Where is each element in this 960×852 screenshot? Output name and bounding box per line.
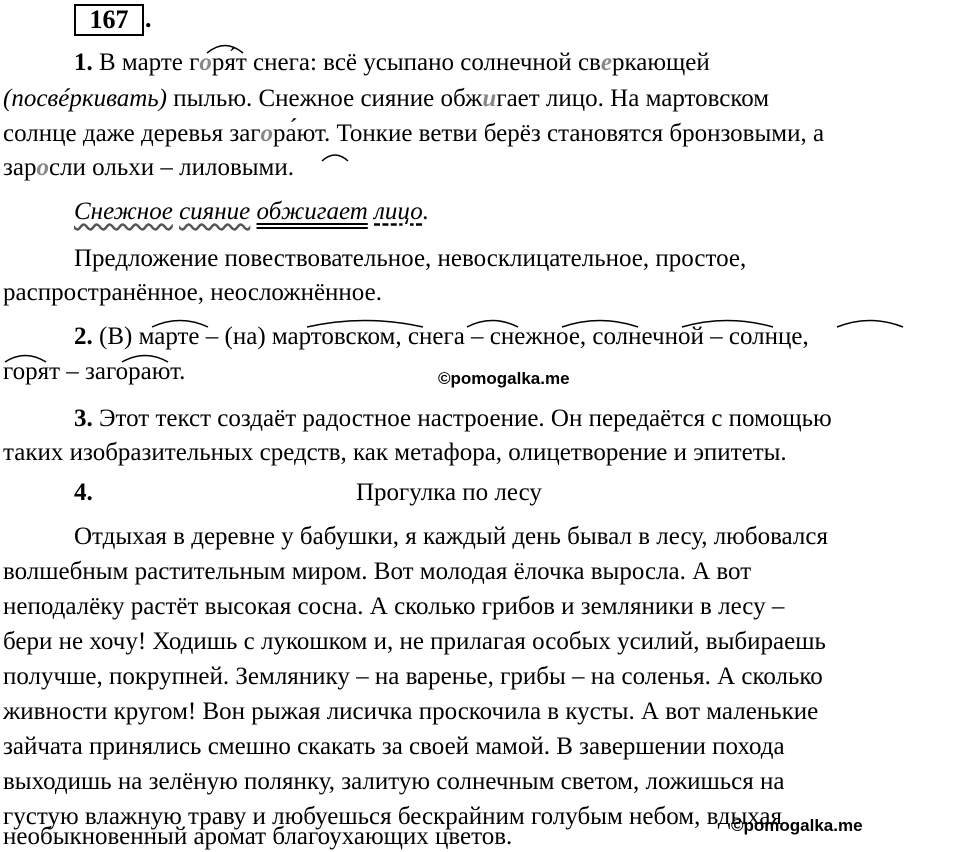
analysis-end: .	[422, 198, 429, 225]
p1-l4-vowel: о	[36, 154, 49, 181]
root-arc-solntse	[835, 316, 905, 328]
p4-line-9: густую влажную траву и любуешься бескрайним голубым небом, вдыхая	[3, 803, 783, 830]
analysis-word-3: обжигает	[256, 198, 368, 225]
analysis-desc-1: Предложение повествовательное, невосклицательное, простое,	[74, 245, 747, 272]
p4-number: 4.	[74, 479, 93, 506]
analysis-desc-2: распространённое, неосложнённое.	[3, 279, 382, 306]
p1-number: 1.	[74, 49, 93, 76]
p1-line-4	[3, 153, 294, 183]
p1-line-3	[3, 119, 824, 149]
p1-l1-b: ря́т снега: всё усыпано солнечной св	[211, 49, 601, 76]
p4-line-1: Отдыхая в деревне у бабушки, я каждый день бывал в лесу, любовался	[74, 523, 828, 550]
root-arc-zarosli	[320, 150, 350, 162]
p1-l1-a: В марте г	[92, 49, 200, 76]
p1-l3-vowel: о	[260, 120, 274, 147]
p3-line-2: таких изобразительных средств, как метафора, олицетворение и эпитеты.	[3, 439, 787, 466]
watermark-1: ©pomogalka.me	[438, 369, 570, 388]
p3-l1-text: Этот текст создаёт радостное настроение. Он передаётся с помощью	[92, 405, 832, 432]
p4-title: Прогулка по лесу	[356, 479, 542, 506]
p4-line-4: бери не хочу! Ходишь с лукошком и, не прилагая особых усилий, выбираешь	[3, 628, 826, 655]
p2-line-2: горят – загорают.	[3, 358, 186, 385]
p4-line-8: выходишь на зелёную полянку, залитую солнечным светом, ложишься на	[3, 768, 785, 795]
p1-l3-a: солнце даже деревья заг	[3, 120, 261, 147]
p1-l2-c: гает лицо. На мартовском	[496, 85, 770, 112]
analysis-word-2: сияние	[179, 198, 251, 225]
p1-l4-a: зар	[3, 154, 37, 181]
p4-line-7: зайчата принялись смешно скакать за своей мамой. В завершении похода	[3, 733, 785, 760]
p1-l3-b: ра́ют. Тонкие ветви берёз становятся бронзовыми, а	[273, 120, 825, 147]
p1-l1-vowel-1: о	[199, 49, 212, 76]
analysis-word-4: лицо	[374, 198, 423, 225]
exercise-number-dot: .	[145, 4, 152, 33]
p2-number: 2.	[74, 323, 93, 350]
exercise-number-box: 167	[74, 4, 144, 36]
analysis-word-1: Снежное	[74, 198, 173, 225]
watermark-2: ©pomogalka.me	[731, 816, 863, 835]
analysis-sentence	[74, 197, 429, 227]
p1-line-1	[74, 48, 710, 78]
p2-l1-text: (В) марте – (на) мартовском, снега – снежное, солнечной – солнце,	[99, 323, 809, 350]
p4-line-10: необыкновенный аромат благоухающих цветов.	[3, 823, 513, 850]
p1-l2-b: пылью. Снежное сияние обж	[167, 85, 483, 112]
p3-line-1	[74, 404, 832, 434]
p4-line-5: получше, покрупней. Землянику – на варенье, грибы – на соленья. А сколько	[3, 663, 823, 690]
p1-line-2	[3, 84, 769, 114]
p3-number: 3.	[74, 405, 93, 432]
p1-l1-vowel-2: е	[600, 49, 612, 76]
p1-l2-vowel: и	[482, 85, 497, 112]
p4-line-3: неподалёку растёт высокая сосна. А сколько грибов и земляники в лесу –	[3, 593, 785, 620]
p4-line-6: живности кругом! Вон рыжая лисичка проскочила в кусты. А вот маленькие	[3, 698, 819, 725]
p1-l4-b: сли ольхи – лиловыми.	[48, 154, 294, 181]
p1-l1-c: ркающей	[611, 49, 710, 76]
p4-line-2: волшебным растительным миром. Вот молодая ёлочка выросла. А вот	[3, 558, 752, 585]
p2-line-1	[74, 322, 809, 352]
p1-l2-italic: (посвéркивать)	[3, 85, 168, 112]
